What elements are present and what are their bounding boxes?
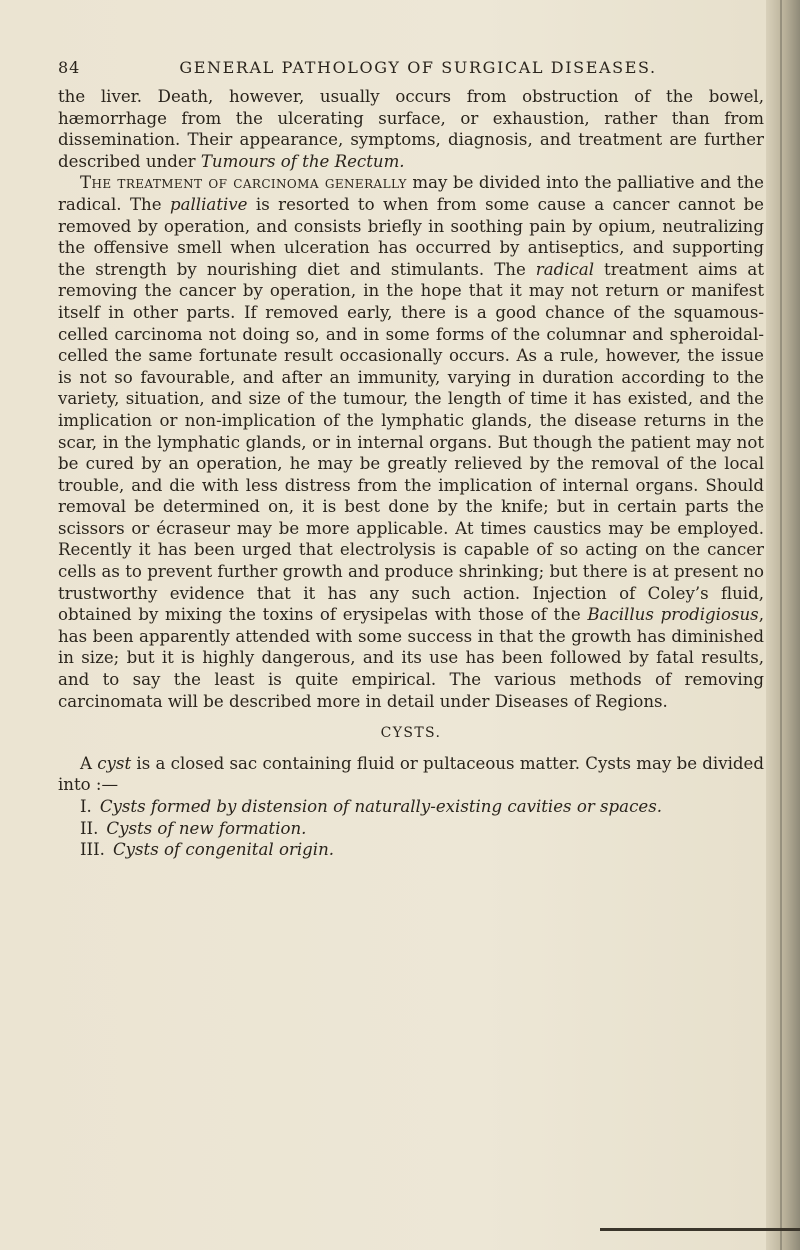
running-title: GENERAL PATHOLOGY OF SURGICAL DISEASES. bbox=[179, 58, 657, 77]
cyst-class-item: III. Cysts of congenital origin. bbox=[80, 840, 335, 860]
page-number: 84 bbox=[58, 58, 81, 77]
page-body bbox=[58, 86, 764, 861]
page-edge bbox=[766, 0, 800, 1250]
paragraph-cysts-intro: A cyst is a closed sac containing fluid or pultaceous matter. Cysts may be divided into :— bbox=[58, 753, 764, 795]
paragraph-continuation: the liver. Death, however, usually occurs from obstruction of the bowel, hæmorrhage from the ulcerating surface, or exhaustion, rather than from dissemination. Their appearance, symptoms, diagnosis, and treatment are further described under Tumours of the Rectum. bbox=[58, 87, 764, 171]
page-edge-shadow bbox=[600, 1228, 800, 1231]
paragraph-treatment: The treatment of carcinoma generally may be divided into the palliative and the radical. The palliative is resorted to when from some cause a cancer cannot be removed by operation, and consists briefly in soothing pain by opium, neutralizing the offensive smell when ulceration has occurred by antiseptics, and supporting the strength by nourishing diet and stimulants. The radical treatment aims at removing the cancer by operation, in the hope that it may not return or manifest itself in other parts. If removed early, there is a good chance of the squamous-celled carcinoma not doing so, and in some forms of the columnar and spheroidal-celled the same fortunate result occasionally occurs. As a rule, however, the issue is not so favourable, and after an immunity, varying in duration according to the variety, situation, and size of the tumour, the length of time it has existed, and the implication or non-implication of the lymphatic glands, the disease returns in the scar, in the lymphatic glands, or in internal organs. But though the patient may not be cured by an operation, he may be greatly relieved by the removal of the local trouble, and die with less distress from the implication of internal organs. Should removal be determined on, it is best done by the knife; but in certain parts the scissors or écraseur may be more applicable. At times caustics may be employed. Recently it has been urged that electrolysis is capable of so acting on the cancer cells as to prevent further growth and produce shrinking; but there is at present no trustworthy evidence that it has any such action. Injection of Coley’s fluid, obtained by mixing the toxins of erysipelas with those of the Bacillus prodigiosus, has been apparently attended with some success in that the growth has diminished in size; but it is highly dangerous, and its use has been followed by fatal results, and to say the least is quite empirical. The various methods of removing carcinomata will be described more in detail under Diseases of Regions. bbox=[58, 173, 765, 711]
cross-reference: Tumours of the Rectum. bbox=[200, 151, 405, 171]
cyst-class-item: II. Cysts of new formation. bbox=[80, 818, 307, 838]
paragraph-lead: The treatment of carcinoma generally bbox=[80, 173, 407, 193]
cyst-class-item: I. Cysts formed by distension of naturally-existing cavities or spaces. bbox=[80, 797, 662, 816]
section-heading-cysts: CYSTS. bbox=[380, 725, 442, 742]
